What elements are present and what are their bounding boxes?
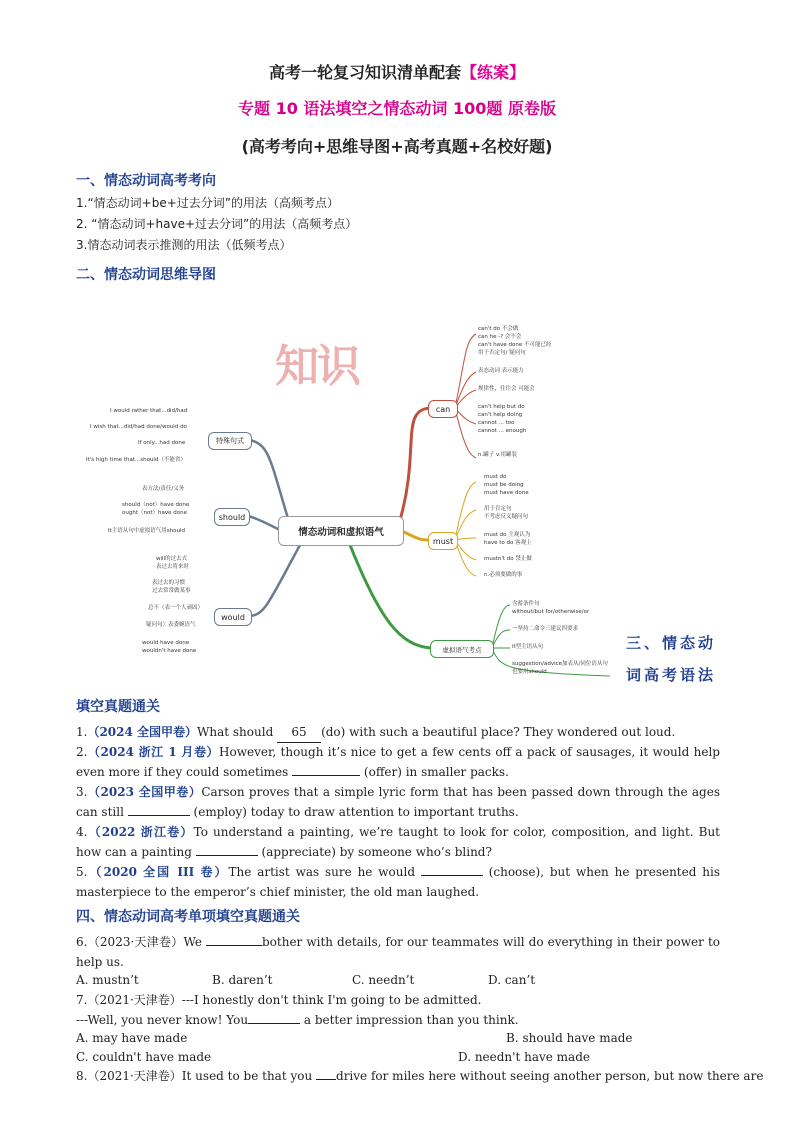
mind-map-leaf: have to do 客观上 (484, 540, 532, 546)
section4-heading: 四、情态动词高考单项填空真题通关 (76, 909, 300, 925)
question-number: 2. (76, 745, 88, 759)
section1-heading: 一、情态动词高考考向 (76, 173, 216, 189)
fill-section-heading: 填空真题通关 (76, 699, 160, 715)
answer-blank[interactable] (128, 815, 190, 816)
page-title (0, 60, 794, 83)
page-subtitle-2: (高考考向+思维导图+高考真题+名校好题) (241, 137, 553, 156)
title-main: 高考一轮复习知识清单配套 (268, 63, 461, 82)
mind-map-leaf: cannot ... too (478, 420, 515, 426)
mind-map-leaf: cannot ... enough (478, 428, 527, 434)
section1-item-1: 1.“情态动词+be+过去分词”的用法（高频考点） (76, 196, 339, 210)
question-6 (76, 932, 720, 972)
section1-item-2: 2. “情态动词+have+过去分词”的用法（高频考点） (76, 217, 358, 231)
question-text: (employ) today to draw attention to important truths. (189, 805, 519, 819)
question-text: To understand a painting, we’re taught to look for color, composition, and light. But how can a painting (76, 825, 720, 859)
mind-map-leaf: can't do 不会做 (478, 326, 519, 332)
mind-map-leaf: can't have done 不可能已经 (478, 342, 552, 348)
option-b[interactable]: B. daren’t (212, 973, 273, 987)
mind-map-node-can: can (428, 400, 458, 418)
answer-blank[interactable] (206, 945, 262, 946)
mind-map-leaf: should（not）have done (122, 502, 190, 508)
mind-map-leaf: I wish that...did/had done/would do (90, 424, 187, 430)
mind-map-leaf: must do (484, 474, 507, 480)
question-7-line2 (76, 1010, 519, 1030)
question-3 (76, 782, 720, 822)
mind-map-leaf: 表方法/责任/义务 (142, 486, 185, 492)
mind-map-leaf: 一坚持二命令三建议四要求 (512, 626, 579, 632)
question-text: (appreciate) by someone who’s blind? (257, 845, 492, 859)
question-text: (choose), but when he presented his masterpiece to the emperor’s chief minister, the old man laughed. (76, 865, 720, 899)
question-text: bother with details, for our teammates will do everything in their power to help us. (76, 935, 720, 969)
mind-map-leaf: can't help doing (478, 412, 523, 418)
mind-map-node-special: 特殊句式 (208, 432, 252, 450)
mind-map-node-subjunctive: 虚拟语气考点 (430, 640, 494, 658)
section1-item-3: 3.情态动词表示推测的用法（低频考点） (76, 238, 292, 252)
mind-map-node-should: should (214, 508, 250, 526)
page-subtitle: 专题 10 语法填空之情态动词 100题 原卷版 (238, 99, 556, 118)
question-number: 3. (76, 785, 88, 799)
question-text: What should (197, 725, 278, 739)
question-text: 8.（2021·天津卷）It used to be that you (76, 1069, 317, 1083)
question-text: a better impression than you think. (300, 1013, 519, 1027)
mind-map-node-would: would (214, 608, 252, 626)
mind-map-leaf: n.必须要做的事 (484, 572, 523, 578)
mind-map-leaf: must do 主观认为 (484, 532, 531, 538)
question-number: 5. (76, 865, 88, 879)
mind-map-watermark: 知识 (275, 341, 359, 392)
question-text: 6.（2023·天津卷）We (76, 935, 206, 949)
question-source: （2024 浙江 1 月卷） (87, 745, 219, 759)
question-text: (offer) in smaller packs. (360, 765, 509, 779)
mind-map-leaf: would have done (142, 640, 190, 646)
answer-blank[interactable] (196, 855, 258, 856)
answer-blank[interactable] (292, 775, 360, 776)
mind-map-leaf: It's high time that...should（不能省） (86, 457, 186, 463)
mind-map-leaf: ought（not）have done (122, 510, 187, 516)
mind-map-leaf: 过去常常做某事 (152, 588, 191, 594)
option-d[interactable]: D. needn't have made (458, 1050, 590, 1064)
mind-map-leaf: 疑问句）表委婉语气 (146, 622, 196, 628)
answer-blank[interactable] (316, 1079, 336, 1080)
question-1 (76, 722, 720, 743)
title-tag: 【练案】 (461, 63, 526, 82)
question-text: drive for miles here without seeing another person, but now there are (336, 1069, 764, 1083)
mind-map-node-must: must (428, 532, 458, 550)
mind-map-leaf: n.罐子 v.用罐装 (478, 452, 518, 458)
question-7-stem: 7.（2021·天津卷）---I honestly don't think I'm going to be admitted. (76, 993, 482, 1007)
option-a[interactable]: A. may have made (76, 1031, 188, 1045)
mind-map-leaf: 表过去将来时 (156, 564, 190, 570)
mind-map-leaf: 规律性，往往会 可能会 (478, 386, 535, 392)
mind-map-leaf: 用于肯定句 (484, 506, 512, 512)
question-number: 1. (76, 725, 88, 739)
mind-map-center-node: 情态动词和虚拟语气 (278, 516, 404, 546)
question-text: Carson proves that a simple lyric form that has been passed down through the ages can still (76, 785, 720, 819)
question-5 (76, 862, 720, 902)
section3-heading-line1: 三、情态动 (626, 634, 717, 652)
mind-map-leaf: wouldn't have done (142, 648, 197, 654)
mind-map-leaf: 不考虑反义疑问句 (484, 514, 529, 520)
mind-map-leaf: it型主语从句 (512, 644, 544, 650)
mind-map-leaf: 含蓄条件句 (512, 601, 540, 607)
mind-map-leaf: mustn't do 禁止做 (484, 556, 532, 562)
mind-map-leaf: If only...had done (138, 440, 186, 446)
option-d[interactable]: D. can’t (488, 973, 536, 987)
option-c[interactable]: C. couldn't have made (76, 1050, 212, 1064)
question-8 (76, 1066, 764, 1086)
mind-map-leaf: can he -? 会不会 (478, 334, 522, 340)
mind-map-leaf: It主语从句中虚拟语气用should (108, 528, 186, 534)
question-source: （2022 浙江卷） (87, 825, 194, 839)
mind-map-leaf: 表过去的习惯 (152, 580, 186, 586)
mind-map-leaf: will的过去式 (156, 556, 188, 562)
question-text: The artist was sure he would (228, 865, 421, 879)
section2-heading: 二、情态动词思维导图 (76, 267, 216, 283)
mind-map-leaf: must have done (484, 490, 529, 496)
question-source: （2020 全国 III 卷） (87, 865, 229, 879)
option-b[interactable]: B. should have made (506, 1031, 633, 1045)
mind-map-leaf: without/but for/otherwise/or (512, 609, 590, 615)
question-text: However, though it’s nice to get a few cents off a pack of sausages, it would help even more if they could sometimes (76, 745, 720, 779)
mind-map-leaf: 总不（表一个人顽固） (148, 605, 204, 611)
question-source: （2024 全国甲卷） (87, 725, 198, 739)
question-text: ---Well, you never know! You (76, 1013, 249, 1027)
mind-map-leaf: can't help but do (478, 404, 525, 410)
mind-map-leaf: 表态动词 表示能力 (478, 368, 524, 374)
question-source: （2023 全国甲卷） (87, 785, 202, 799)
mind-map-leaf: suggestion/advice加表从/同位语从句 (512, 661, 608, 667)
question-2 (76, 742, 720, 782)
answer-blank[interactable] (421, 875, 483, 876)
mind-map-leaf: 也要用should (512, 669, 547, 675)
question-4 (76, 822, 720, 862)
mind-map-leaf: must be doing (484, 482, 524, 488)
question-text: (do) with such a beautiful place? They wondered out loud. (321, 725, 676, 739)
answer-blank[interactable]: 65 (277, 722, 321, 743)
section3-heading-line2: 词高考语法 (626, 666, 717, 684)
mind-map-leaf: I would rather that...did/had (110, 408, 188, 414)
mind-map-leaf: 用于否定句/ 疑问句 (478, 350, 526, 356)
mind-map (80, 300, 720, 680)
option-c[interactable]: C. needn’t (352, 973, 415, 987)
option-a[interactable]: A. mustn’t (76, 973, 139, 987)
answer-blank[interactable] (248, 1023, 300, 1024)
question-number: 4. (76, 825, 88, 839)
